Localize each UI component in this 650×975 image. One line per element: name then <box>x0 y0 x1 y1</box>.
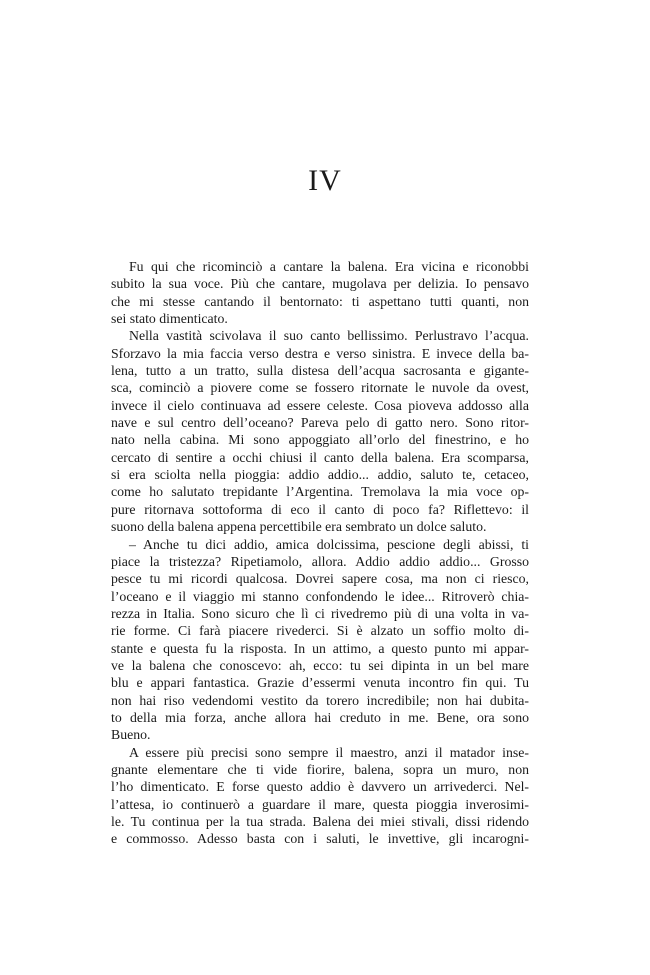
text-line: A essere più precisi sono sempre il maestro, anzi il matador inse- <box>129 744 529 760</box>
text-line: Nella vastità scivolava il suo canto bellissimo. Perlustravo l’acqua. <box>129 328 529 344</box>
text-line: l’attesa, io continuerò a guardare il mare, questa pioggia inverosimi- <box>111 796 529 812</box>
text-line: gnante elementare che ti vide fiorire, balena, sopra un muro, non <box>111 761 529 777</box>
text-line: Sforzavo la mia faccia verso destra e verso sinistra. E invece della ba- <box>111 345 529 361</box>
text-line: stante e questa fu la risposta. In un attimo, a questo punto mi appar- <box>111 640 529 656</box>
chapter-title: IV <box>308 164 342 197</box>
text-line: l’ho dimenticato. E forse questo addio è davvero un arrivederci. Nel- <box>111 779 529 795</box>
text-line: le. Tu continua per la tua strada. Balena dei miei stivali, dissi ridendo <box>111 814 529 829</box>
text-line: cercato di sentire a occhi chiusi il canto della balena. Era scomparsa, <box>111 449 529 465</box>
text-line: come ho salutato trepidante l’Argentina. Tremolava la mia voce op- <box>111 484 529 500</box>
text-line: pesce tu mi ricordi qualcosa. Dovrei sapere cosa, ma non ci riesco, <box>111 571 529 587</box>
text-line: non hai riso vedendomi vestito da torero incredibile; non hai dubita- <box>111 692 529 708</box>
text-line: Fu qui che ricominciò a cantare la balena. Era vicina e riconobbi <box>129 259 529 274</box>
paragraph <box>111 258 529 327</box>
text-line: ve la balena che conoscevo: ah, ecco: tu sei dipinta in un bel mare <box>111 657 529 673</box>
text-line: blu e appari fantastica. Grazie d’essermi venuta incontro fin qui. Tu <box>111 675 529 691</box>
chapter-body <box>111 258 529 848</box>
paragraph <box>111 744 529 848</box>
paragraph <box>111 536 529 744</box>
text-line: nato nella cabina. Mi sono appoggiato all’orlo del finestrino, e ho <box>111 432 529 448</box>
text-line: che mi stesse cantando il bentornato: ti aspettano tutti quanti, non <box>111 293 529 309</box>
text-line: rezza in Italia. Sono sicuro che lì ci rivedremo più di una volta in va- <box>111 605 529 621</box>
text-line: rie forme. Ci farà piacere rivederci. Si è alzato un soffio molto di- <box>111 623 529 639</box>
text-line: to della mia forza, anche allora hai creduto in me. Bene, ora sono <box>111 709 529 725</box>
text-line: subito la sua voce. Più che cantare, mugolava per delizia. Io pensavo <box>111 276 529 292</box>
text-line: – Anche tu dici addio, amica dolcissima, pescione degli abissi, ti <box>129 536 529 552</box>
paragraph <box>111 327 529 535</box>
text-line: suono della balena appena percettibile era sembrato un dolce saluto. <box>111 519 487 535</box>
text-line: si era sciolta nella pioggia: addio addio... addio, saluto te, cetaceo, <box>111 467 529 483</box>
text-line: l’oceano e il viaggio mi stanno confondendo le idee... Ritroverò chia- <box>111 588 529 604</box>
text-line: sei stato dimenticato. <box>111 311 228 327</box>
text-line: Bueno. <box>111 727 151 743</box>
text-line: sca, cominciò a piovere come se fossero ritornate le nuvole da ovest, <box>111 380 529 396</box>
text-line: e commosso. Adesso basta con i saluti, le invettive, gli incarogni- <box>111 831 529 847</box>
text-line: nave e sul centro dell’oceano? Pareva pelo di gatto nero. Sono ritor- <box>111 415 529 431</box>
text-line: lena, tutto a un tratto, sulla distesa dell’acqua sacrosanta e gigante- <box>111 363 529 379</box>
text-line: invece il cielo continuava ad essere celeste. Cosa pioveva addosso alla <box>111 397 529 413</box>
text-line: piace la tristezza? Ripetiamolo, allora. Addio addio addio... Grosso <box>111 553 529 569</box>
text-line: pure ritornava sottoforma di eco il canto di poco fa? Riflettevo: il <box>111 501 529 517</box>
